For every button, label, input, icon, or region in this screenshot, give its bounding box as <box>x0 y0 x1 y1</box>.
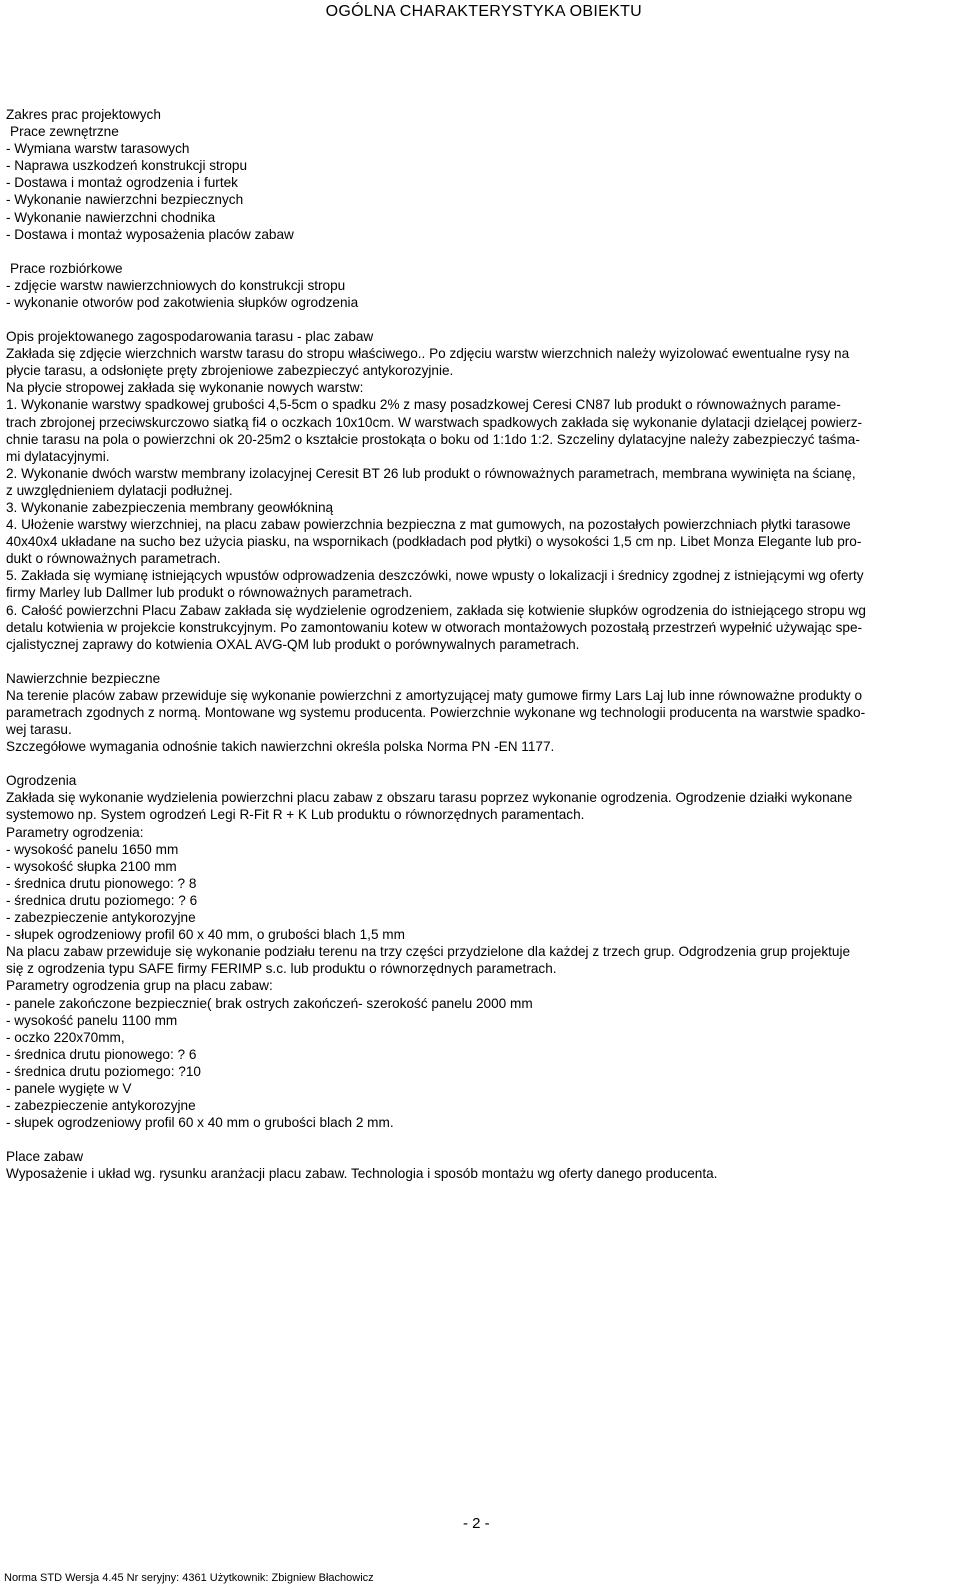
text-line: 4. Ułożenie warstwy wierzchniej, na placu zabaw powierzchnia bezpieczna z mat gumowych, na pozostałych powierzchniach płytki tarasowe <box>6 517 851 533</box>
list-item: - zabezpieczenie antykorozyjne <box>6 910 196 926</box>
list-item: - Naprawa uszkodzeń konstrukcji stropu <box>6 158 248 174</box>
text-line: Na terenie placów zabaw przewiduje się wykonanie powierzchni z amortyzującej maty gumowe firmy Lars Laj lub inne równoważne produkty o <box>6 687 863 703</box>
list-item: - wysokość słupka 2100 mm <box>6 858 177 874</box>
description-title: Opis projektowanego zagospodarowania tarasu - plac zabaw <box>6 329 374 345</box>
scope-title: Zakres prac projektowych <box>6 107 161 122</box>
text-line: Wyposażenie i układ wg. rysunku aranżacji placu zabaw. Technologia i sposób montażu wg oferty danego producenta. <box>6 1166 718 1182</box>
text-line: się z ogrodzenia typu SAFE firmy FERIMP s.c. lub produktu o równorzędnych parametrach. <box>6 961 557 977</box>
text-line: 1. Wykonanie warstwy spadkowej grubości 4,5-5cm o spadku 2% z masy posadzkowej Ceresi CN87 lub produkt o równoważnych parame- <box>6 397 841 413</box>
document-body <box>6 106 951 1182</box>
list-item: - zabezpieczenie antykorozyjne <box>6 1098 196 1114</box>
page-number: - 2 - <box>463 1515 490 1532</box>
description-paragraph <box>6 345 951 653</box>
text-line: cjalistycznej zaprawy do kotwienia OXAL AVG-QM lub produkt o porównywalnych parametrach. <box>6 636 580 652</box>
list-item: - panele wygięte w V <box>6 1080 132 1096</box>
list-item: - średnica drutu poziomego: ? 6 <box>6 892 198 908</box>
list-item: - Dostawa i montaż ogrodzenia i furtek <box>6 175 238 191</box>
text-line: Zakłada się wykonanie wydzielenia powierzchni placu zabaw z obszaru tarasu poprzez wykonanie ogrodzenia. Ogrodzenie działki wykonane <box>6 790 853 806</box>
text-line: mi dylatacyjnymi. <box>6 448 110 464</box>
list-item: - oczko 220x70mm, <box>6 1029 125 1045</box>
external-works-list <box>6 140 951 243</box>
list-item: - zdjęcie warstw nawierzchniowych do konstrukcji stropu <box>6 277 346 293</box>
page-header-title: OGÓLNA CHARAKTERYSTYKA OBIEKTU <box>325 3 642 20</box>
text-line: chnie tarasu na pola o powierzchni ok 20-25m2 o kształcie prostokąta o boku od 1:1do 1:2. Szczeliny dylatacyjne należy zabezpieczyć taśma- <box>6 431 860 447</box>
safe-surfaces-title: Nawierzchnie bezpieczne <box>6 670 161 686</box>
list-item: - średnica drutu pionowego: ? 6 <box>6 1046 197 1062</box>
list-item: - Wykonanie nawierzchni chodnika <box>6 209 216 225</box>
list-item: - słupek ogrodzeniowy profil 60 x 40 mm, o grubości blach 1,5 mm <box>6 927 405 943</box>
fences-paragraph <box>6 789 951 1131</box>
list-item: - średnica drutu poziomego: ?10 <box>6 1063 201 1079</box>
list-item: - wysokość panelu 1100 mm <box>6 1012 178 1028</box>
text-line: Zakłada się zdjęcie wierzchnich warstw tarasu do stropu właściwego.. Po zdjęciu warstw wierzchnich należy wyizolować ewentualne rysy na <box>6 346 850 362</box>
playgrounds-title: Place zabaw <box>6 1149 84 1165</box>
list-item: - słupek ogrodzeniowy profil 60 x 40 mm o grubości blach 2 mm. <box>6 1115 394 1131</box>
text-line: firmy Marley lub Dallmer lub produkt o równoważnych parametrach. <box>6 585 413 601</box>
playgrounds-paragraph <box>6 1165 951 1182</box>
text-line: 5. Zakłada się wymianę istniejących wpustów odprowadzenia deszczówki, nowe wpusty o lokalizacji i średnicy zgodnej z istniejącymi wg oferty <box>6 568 864 584</box>
demolition-works-title: Prace rozbiórkowe <box>10 260 123 276</box>
list-item: - Wymiana warstw tarasowych <box>6 141 190 157</box>
footer-text: Norma STD Wersja 4.45 Nr seryjny: 4361 Użytkownik: Zbigniew Błachowicz <box>4 1572 374 1584</box>
text-line: parametrach zgodnych z normą. Montowane wg systemu producenta. Powierzchnie wykonane wg technologii producenta na warstwie spadko- <box>6 705 866 720</box>
text-line: trach zbrojonej przeciwskurczowo siatką fi4 o oczkach 10x10cm. W warstwach spadkowych zakłada się wykonanie dylatacji dzielącej powierz- <box>6 414 863 430</box>
list-item: - wykonanie otworów pod zakotwienia słupków ogrodzenia <box>6 294 359 310</box>
safe-surfaces-paragraph <box>6 687 951 755</box>
list-item: - Wykonanie nawierzchni bezpiecznych <box>6 192 244 208</box>
text-line: Parametry ogrodzenia: <box>6 824 144 840</box>
text-line: wej tarasu. <box>6 722 72 738</box>
text-line: Na placu zabaw przewiduje się wykonanie podziału terenu na trzy części przydzielone dla każdej z trzech grup. Odgrodzenia grup projektuje <box>6 944 851 960</box>
text-line: 40x40x4 układane na sucho bez użycia piasku, na wspornikach (podkładach pod płytki) o wysokości 1,5 cm np. Libet Monza Elegante lub pro- <box>6 534 862 550</box>
text-line: detalu kotwienia w projekcie konstrukcyjnym. Po zamontowaniu kotew w otworach montażowych pozostałą przestrzeń wypełnić używając spe- <box>6 619 863 635</box>
fences-title: Ogrodzenia <box>6 773 77 789</box>
text-line: 3. Wykonanie zabezpieczenia membrany geowłókniną <box>6 499 334 515</box>
external-works-title: Prace zewnętrzne <box>10 124 119 140</box>
demolition-works-list <box>6 277 951 311</box>
list-item: - wysokość panelu 1650 mm <box>6 841 179 857</box>
text-line: systemowo np. System ogrodzeń Legi R-Fit R + K Lub produktu o równorzędnych paramentach. <box>6 807 585 823</box>
text-line: płycie tarasu, a odsłonięte pręty zbrojeniowe zabezpieczyć antykorozyjnie. <box>6 363 454 379</box>
text-line: 6. Całość powierzchni Placu Zabaw zakłada się wydzielenie ogrodzeniem, zakłada się kotwienie słupków ogrodzenia do istniejącego stropu wg <box>6 602 866 618</box>
text-line: 2. Wykonanie dwóch warstw membrany izolacyjnej Ceresit BT 26 lub produkt o równoważnych parametrach, membrana wywinięta na ścianę, <box>6 465 856 481</box>
text-line: Parametry ogrodzenia grup na placu zabaw: <box>6 978 273 994</box>
list-item: - średnica drutu pionowego: ? 8 <box>6 875 197 891</box>
text-line: z uwzględnieniem dylatacji podłużnej. <box>6 482 233 498</box>
text-line: Szczegółowe wymagania odnośnie takich nawierzchni określa polska Norma PN -EN 1177. <box>6 739 555 755</box>
text-line: dukt o równoważnych parametrach. <box>6 551 221 567</box>
list-item: - panele zakończone bezpiecznie( brak ostrych zakończeń- szerokość panelu 2000 mm <box>6 995 533 1011</box>
list-item: - Dostawa i montaż wyposażenia placów zabaw <box>6 226 294 242</box>
text-line: Na płycie stropowej zakłada się wykonanie nowych warstw: <box>6 380 364 396</box>
